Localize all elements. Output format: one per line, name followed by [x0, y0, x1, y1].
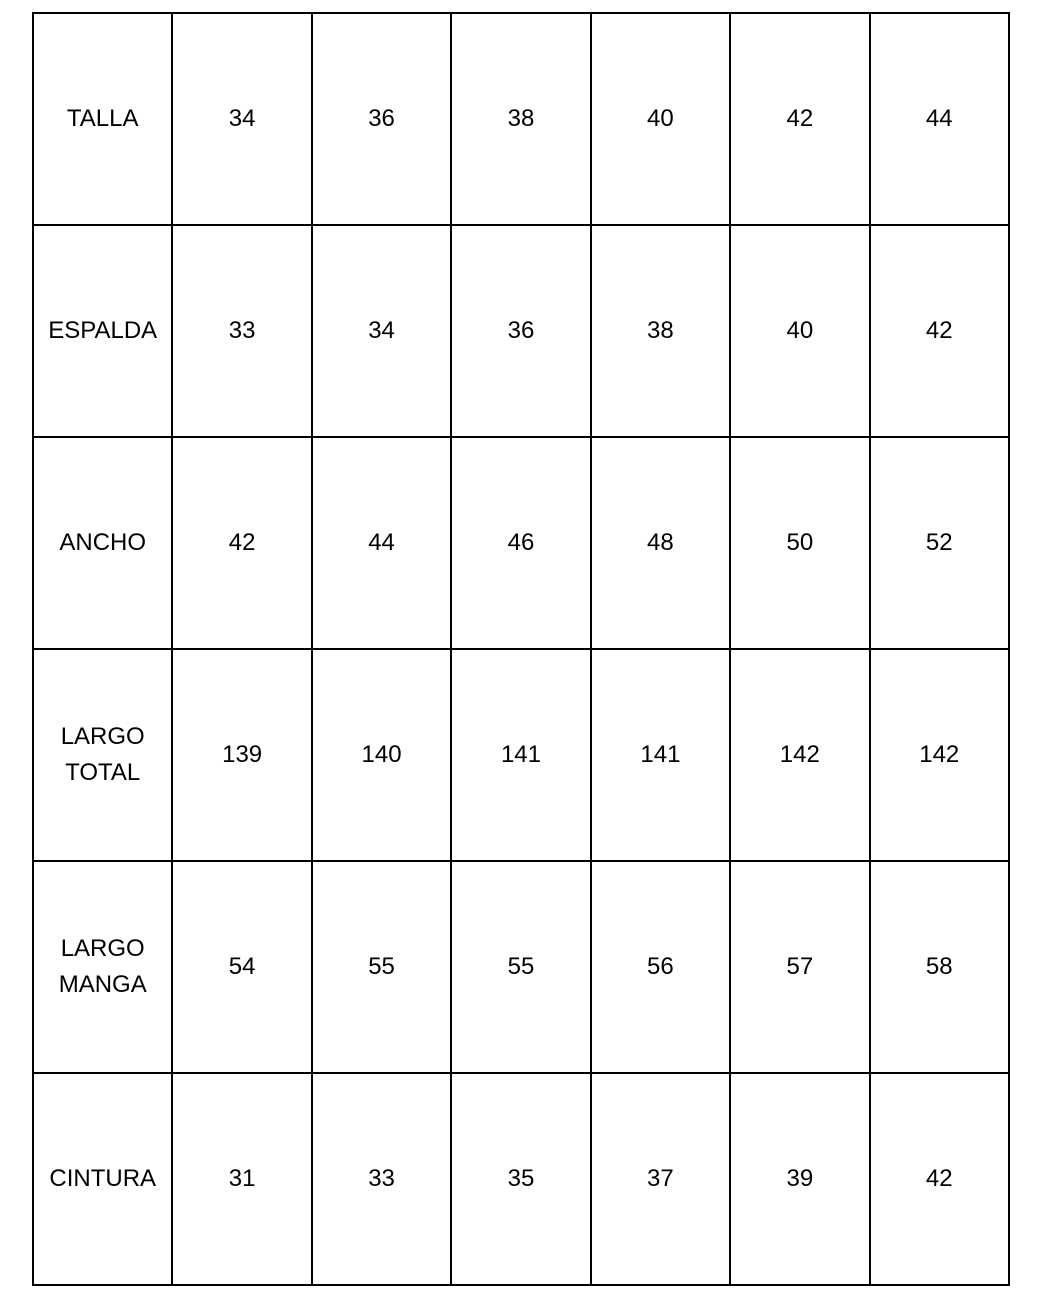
- table-row-espalda: [33, 225, 1009, 437]
- table-cell: 33: [312, 1073, 451, 1285]
- table-cell: 36: [312, 13, 451, 225]
- table-cell: 142: [870, 649, 1009, 861]
- table-cell: 38: [591, 225, 730, 437]
- table-cell: 57: [730, 861, 869, 1073]
- table-cell: 58: [870, 861, 1009, 1073]
- table-row-largo-manga: [33, 861, 1009, 1073]
- table-cell: 42: [172, 437, 311, 649]
- table-cell: 40: [730, 225, 869, 437]
- table-cell: 44: [312, 437, 451, 649]
- table-cell: 52: [870, 437, 1009, 649]
- table-cell: 54: [172, 861, 311, 1073]
- table-cell: 140: [312, 649, 451, 861]
- table-cell: 44: [870, 13, 1009, 225]
- table-cell: 55: [451, 861, 590, 1073]
- size-chart-body: [33, 13, 1009, 1285]
- table-row-largo-total: [33, 649, 1009, 861]
- size-chart-table: [32, 12, 1010, 1286]
- table-cell: 55: [312, 861, 451, 1073]
- table-cell: 141: [451, 649, 590, 861]
- table-row-talla: [33, 13, 1009, 225]
- table-row-cintura: [33, 1073, 1009, 1285]
- row-label: CINTURA: [33, 1073, 172, 1285]
- table-cell: 40: [591, 13, 730, 225]
- table-cell: 36: [451, 225, 590, 437]
- table-cell: 42: [870, 225, 1009, 437]
- table-row-ancho: [33, 437, 1009, 649]
- table-cell: 50: [730, 437, 869, 649]
- row-label: LARGO MANGA: [33, 861, 172, 1073]
- table-cell: 42: [730, 13, 869, 225]
- row-label: LARGO TOTAL: [33, 649, 172, 861]
- row-label: ANCHO: [33, 437, 172, 649]
- table-cell: 56: [591, 861, 730, 1073]
- table-cell: 42: [870, 1073, 1009, 1285]
- table-cell: 39: [730, 1073, 869, 1285]
- row-label: ESPALDA: [33, 225, 172, 437]
- table-cell: 35: [451, 1073, 590, 1285]
- table-cell: 37: [591, 1073, 730, 1285]
- table-cell: 34: [312, 225, 451, 437]
- row-label: TALLA: [33, 13, 172, 225]
- table-cell: 31: [172, 1073, 311, 1285]
- table-cell: 33: [172, 225, 311, 437]
- table-cell: 48: [591, 437, 730, 649]
- table-cell: 38: [451, 13, 590, 225]
- table-cell: 34: [172, 13, 311, 225]
- table-cell: 141: [591, 649, 730, 861]
- table-cell: 142: [730, 649, 869, 861]
- table-cell: 139: [172, 649, 311, 861]
- table-cell: 46: [451, 437, 590, 649]
